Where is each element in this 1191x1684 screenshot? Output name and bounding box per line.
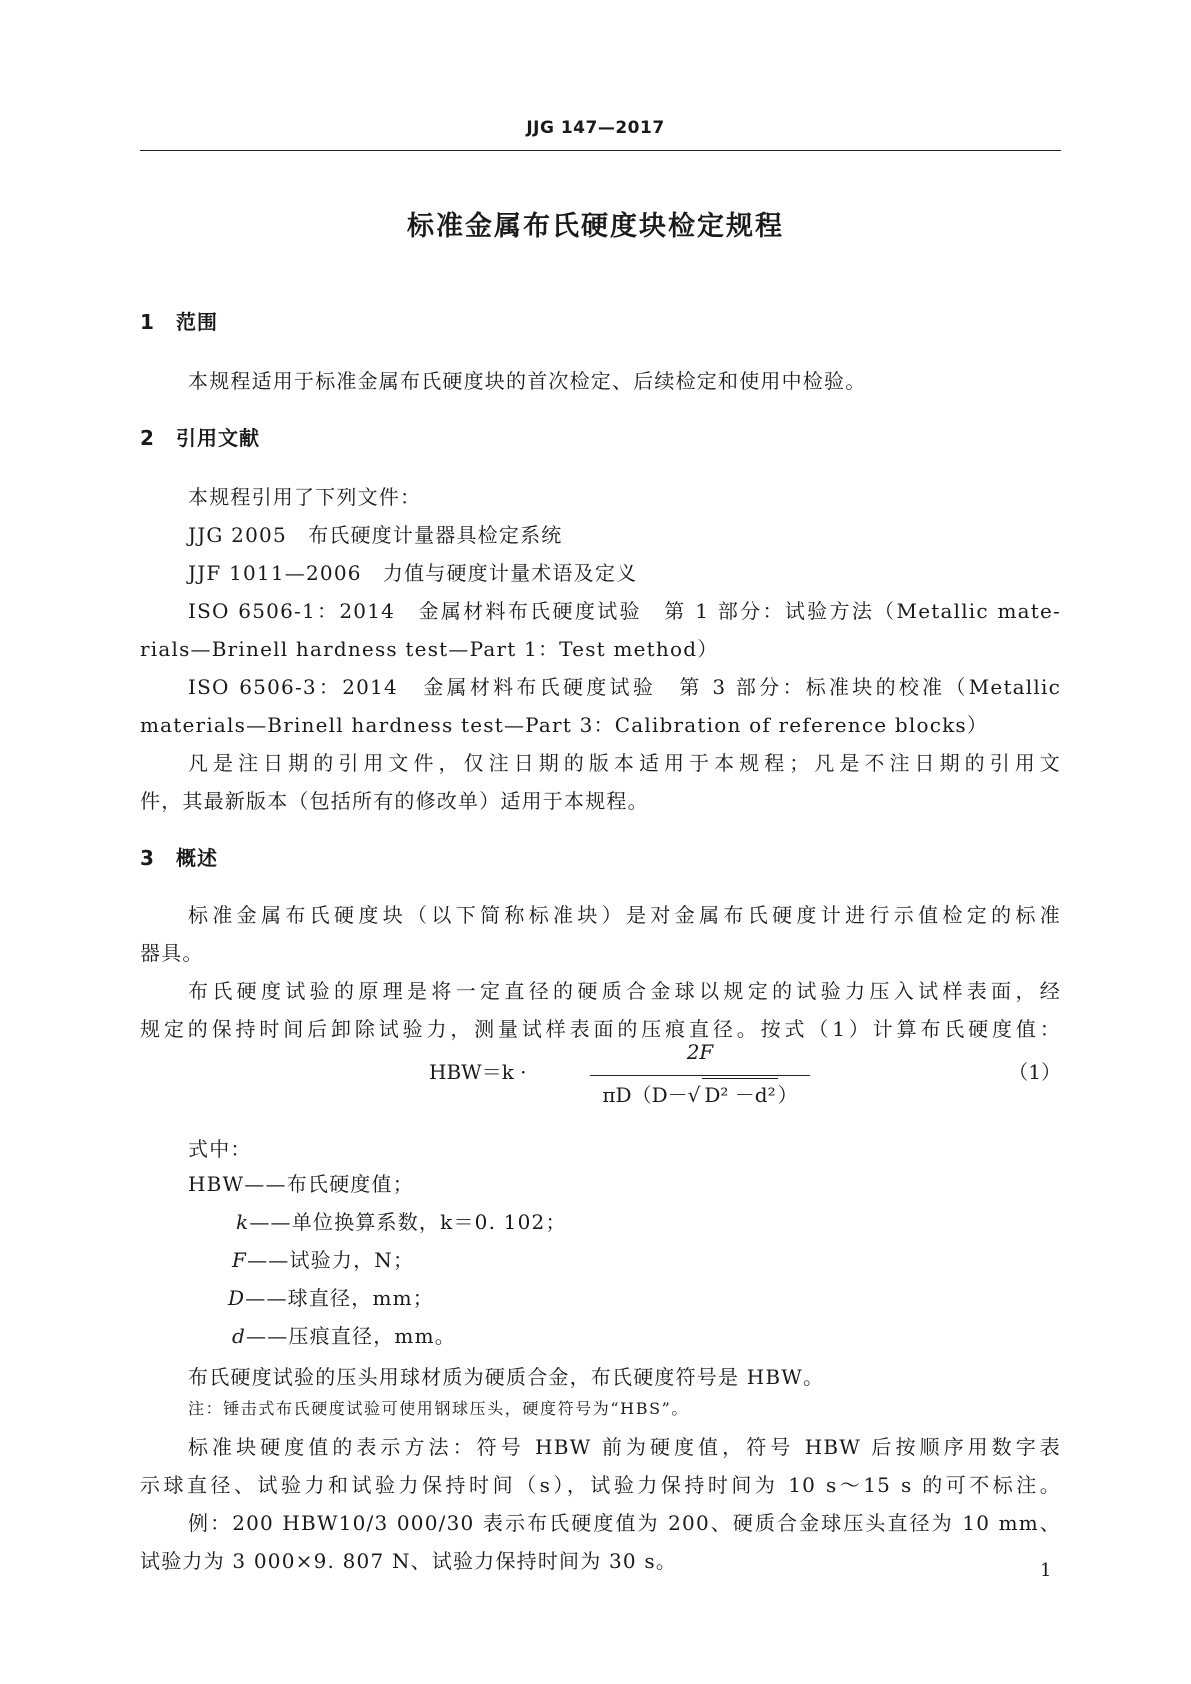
- note: 注：锤击式布氏硬度试验可使用钢球压头，硬度符号为“HBS”。: [188, 1399, 690, 1418]
- section-heading-scope: [140, 306, 218, 335]
- reference-item-continued: rials—Brinell hardness test—Part 1：Test method）: [140, 637, 719, 661]
- definition-k: [236, 1206, 567, 1235]
- section-heading-overview: [140, 842, 218, 871]
- references-note: 凡是注日期的引用文件，仅注日期的版本适用于本规程；凡是不注日期的引用文: [188, 751, 1061, 775]
- section-title: 概述: [176, 846, 218, 870]
- section-number: 2: [140, 426, 155, 450]
- denominator-suffix: ）: [777, 1083, 798, 1107]
- reference-item: ISO 6506-3：2014 金属材料布氏硬度试验 第 3 部分：标准块的校准（Metallic: [188, 675, 1061, 699]
- document-code-header: JJG 147—2017: [526, 118, 665, 138]
- sqrt-sign: √: [687, 1083, 701, 1107]
- reference-item: JJG 2005 布氏硬度计量器具检定系统: [188, 523, 563, 547]
- formula-denominator: [590, 1078, 810, 1108]
- principle-paragraph-continued: 规定的保持时间后卸除试验力，测量试样表面的压痕直径。按式（1）计算布氏硬度值：: [140, 1017, 1061, 1041]
- reference-item-continued: materials—Brinell hardness test—Part 3：Calibration of reference blocks）: [140, 713, 989, 737]
- definition-symbol: d: [232, 1324, 247, 1348]
- denominator-prefix: πD（D－: [602, 1083, 688, 1107]
- overview-paragraph-continued: 器具。: [140, 941, 204, 965]
- notation-paragraph-continued: 示球直径、试验力和试验力保持时间（s），试验力保持时间为 10 s～15 s 的可不标注。: [140, 1473, 1061, 1497]
- principle-paragraph: 布氏硬度试验的原理是将一定直径的硬质合金球以规定的试验力压入试样表面，经: [188, 979, 1061, 1003]
- definition-symbol: D: [228, 1286, 246, 1310]
- scope-paragraph: 本规程适用于标准金属布氏硬度块的首次检定、后续检定和使用中检验。: [188, 369, 867, 393]
- section-number: 3: [140, 846, 155, 870]
- page-title: 标准金属布氏硬度块检定规程: [407, 211, 784, 242]
- reference-item: ISO 6506-1：2014 金属材料布氏硬度试验 第 1 部分：试验方法（Metallic mate-: [188, 599, 1061, 623]
- brinell-formula: [420, 1040, 1061, 1107]
- definition-symbol: HBW: [188, 1172, 245, 1196]
- section-heading-references: [140, 422, 260, 451]
- definition-hbw: [188, 1168, 414, 1197]
- references-intro: 本规程引用了下列文件：: [188, 485, 422, 509]
- section-title: 范围: [176, 310, 218, 334]
- definition-indent-diameter: [232, 1320, 456, 1349]
- fraction-bar: [590, 1075, 810, 1076]
- formula-numerator: 2F: [686, 1040, 714, 1064]
- header-rule: [140, 150, 1061, 151]
- indenter-paragraph: 布氏硬度试验的压头用球材质为硬质合金，布氏硬度符号是 HBW。: [188, 1365, 825, 1389]
- notation-paragraph: 标准块硬度值的表示方法：符号 HBW 前为硬度值，符号 HBW 后按顺序用数字表: [188, 1435, 1061, 1459]
- definition-text: ——试验力，N；: [247, 1248, 415, 1272]
- where-label: 式中：: [188, 1137, 252, 1161]
- overview-paragraph: 标准金属布氏硬度块（以下简称标准块）是对金属布氏硬度计进行示值检定的标准: [188, 903, 1061, 927]
- page-number: 1: [1040, 1560, 1052, 1581]
- definition-text: ——单位换算系数，k＝0. 102；: [249, 1210, 567, 1234]
- references-note-continued: 件，其最新版本（包括所有的修改单）适用于本规程。: [140, 789, 649, 813]
- definition-f: [232, 1244, 414, 1273]
- section-number: 1: [140, 310, 155, 334]
- definition-ball-diameter: [228, 1282, 434, 1311]
- reference-item: JJF 1011—2006 力值与硬度计量术语及定义: [188, 561, 638, 585]
- definition-symbol: k: [236, 1210, 250, 1234]
- formula-lhs: HBW＝k ·: [429, 1060, 527, 1084]
- definition-symbol: F: [232, 1248, 248, 1272]
- definition-text: ——球直径，mm；: [245, 1286, 434, 1310]
- definition-text: ——布氏硬度值；: [244, 1172, 414, 1196]
- equation-number: （1）: [1008, 1060, 1061, 1084]
- example-paragraph: 例：200 HBW10/3 000/30 表示布氏硬度值为 200、硬质合金球压头直径为 10 mm、: [188, 1511, 1061, 1535]
- section-title: 引用文献: [176, 426, 260, 450]
- example-paragraph-continued: 试验力为 3 000×9. 807 N、试验力保持时间为 30 s。: [140, 1549, 678, 1573]
- radicand: D² －d²: [702, 1078, 777, 1108]
- definition-text: ——压痕直径，mm。: [246, 1324, 456, 1348]
